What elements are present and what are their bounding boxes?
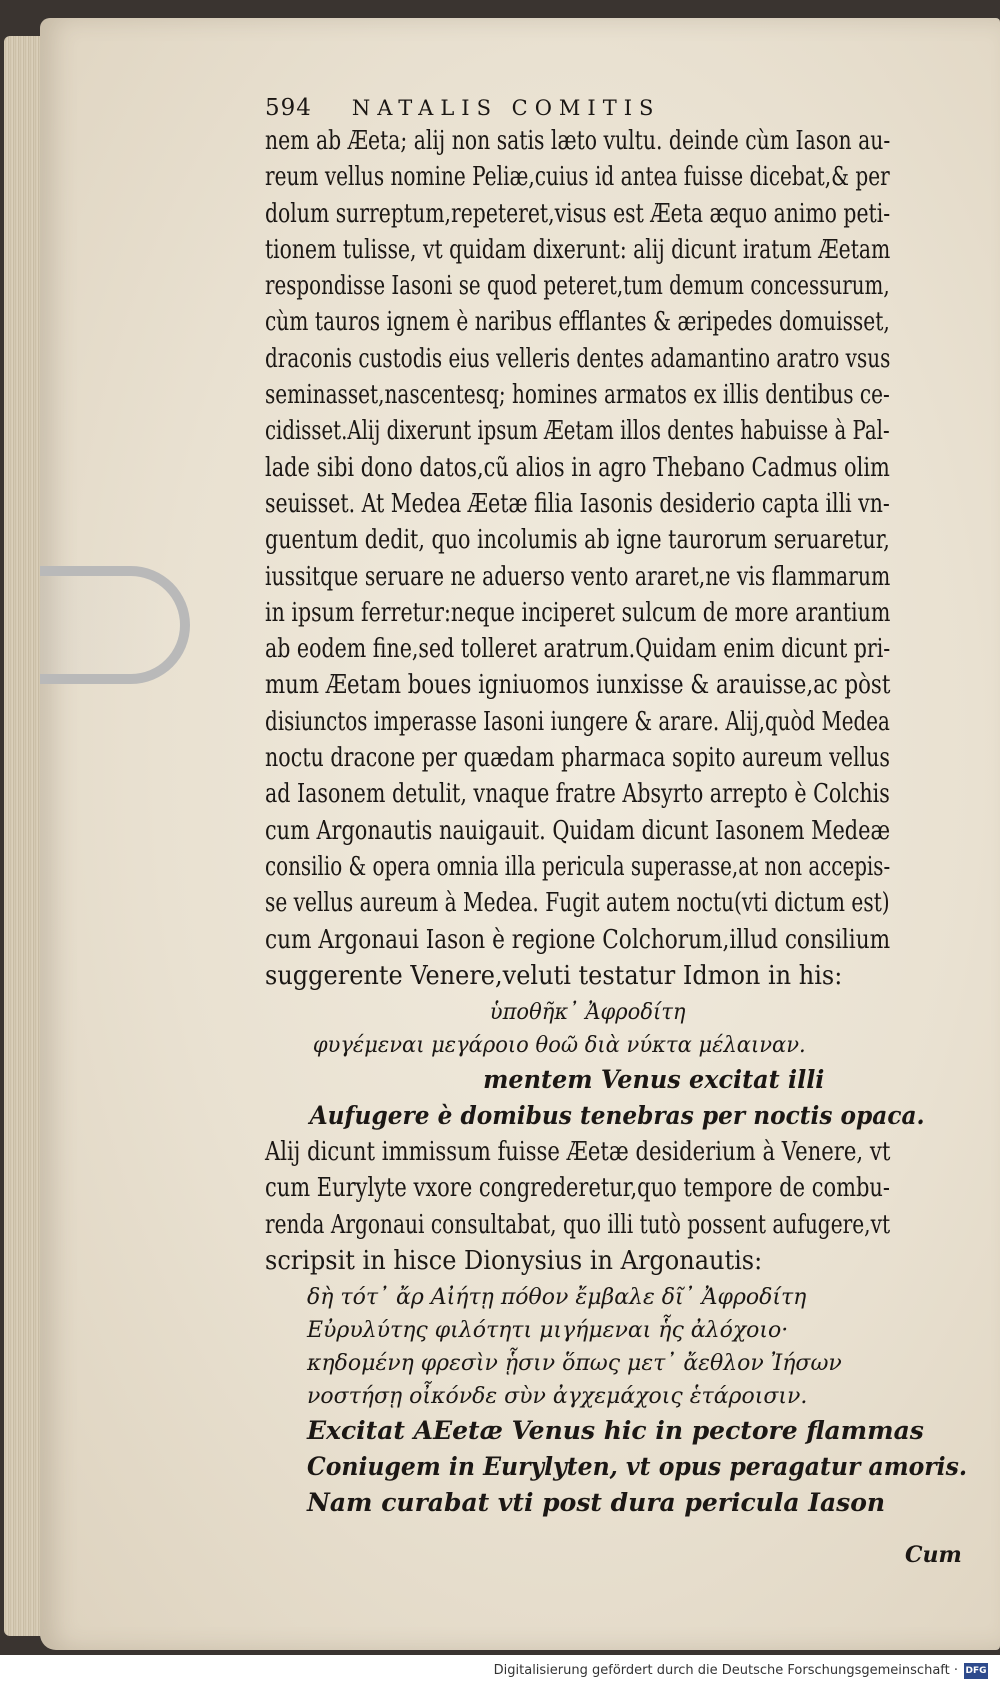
verse-block-2: [265, 1281, 968, 1521]
text-line: ad Iasonem detulit, vnaque fratre Absyrto arrepto è Colchis: [265, 778, 890, 810]
text-line: Alij dicunt immissum fuisse Æetæ desiderium à Venere, vt: [265, 1136, 891, 1168]
greek-verse-line: κηδομένη φρεσὶν ᾗσιν ὅπως μετ᾽ ἄεθλον Ἰήσων: [307, 1351, 842, 1377]
body-paragraph-2: [265, 1134, 955, 1279]
latin-verse-line: Nam curabat vti post dura pericula Iason: [307, 1488, 886, 1518]
running-title: NATALIS COMITIS: [351, 96, 661, 120]
latin-verse-line: Coniugem in Eurylyten, vt opus peragatur amoris.: [307, 1452, 968, 1482]
text-line: tionem tulisse, vt quidam dixerunt: alij dicunt iratum Æetam: [265, 233, 891, 265]
text-line: draconis custodis eius velleris dentes adamantino aratro vsus: [265, 342, 891, 374]
text-line: iussitque seruare ne aduerso vento araret,ne vis flammarum: [265, 560, 891, 592]
text-line: renda Argonaui consultabat, quo illi tutò possent aufugere,vt: [265, 1208, 891, 1240]
text-line: cum Eurylyte vxore congrederetur,quo tempore de combu-: [265, 1172, 890, 1204]
text-line: nem ab Æeta; alij non satis læto vultu. deinde cùm Iason au-: [265, 125, 891, 156]
text-line: cùm tauros ignem è naribus efflantes & æripedes domuisset,: [265, 306, 890, 338]
text-line: seminasset,nascentesq; homines armatos ex illis dentibus ce-: [265, 379, 890, 411]
text-line: mum Æetam boues igniuomos iunxisse & arauisse,ac pòst: [265, 669, 891, 701]
running-header: [265, 95, 955, 121]
page-number: 594: [265, 95, 312, 121]
latin-verse-line: mentem Venus excitat illi: [483, 1065, 825, 1095]
text-line: disiunctos imperasse Iasoni iungere & arare. Alij,quòd Medea: [265, 705, 890, 737]
latin-verse-line: Excitat AEetæ Venus hic in pectore flammas: [307, 1416, 924, 1446]
catchword: Cum: [905, 1542, 962, 1568]
page-clip: [40, 566, 190, 684]
text-line: lade sibi dono datos,cũ alios in agro Thebano Cadmus olim: [265, 451, 890, 483]
text-line: cum Argonautis nauigauit. Quidam dicunt Iasonem Medeæ: [265, 814, 891, 846]
text-block: [265, 95, 968, 1521]
greek-verse-line: Εὐρυλύτης φιλότητι μιγήμεναι ἧς ἀλόχοιο·: [307, 1318, 789, 1344]
text-line: noctu dracone per quædam pharmaca sopito aureum vellus: [265, 742, 891, 774]
digitization-footer: [0, 1655, 1000, 1686]
text-line: ab eodem fine,sed tolleret aratrum.Quidam enim dicunt pri-: [265, 633, 891, 665]
text-line: se vellus aureum à Medea. Fugit autem noctu(vti dictum est): [265, 887, 890, 919]
text-line: scripsit in hisce Dionysius in Argonautis:: [265, 1245, 763, 1277]
text-line: cum Argonaui Iason è regione Colchorum,illud consilium: [265, 923, 891, 955]
text-line: guentum dedit, quo incolumis ab igne taurorum seruaretur,: [265, 524, 890, 556]
greek-verse-line: δὴ τότ᾽ ἄρ Αἰήτῃ πόθον ἔμβαλε δῖ᾽ Ἀφροδίτη: [307, 1285, 807, 1311]
latin-verse-line: Aufugere è domibus tenebras per noctis opaca.: [309, 1101, 925, 1131]
text-line: respondisse Iasoni se quod peteret,tum demum concessurum,: [265, 270, 890, 302]
text-line: in ipsum ferretur:neque inciperet sulcum de more arantium: [265, 596, 891, 628]
footer-credit: Digitalisierung gefördert durch die Deutsche Forschungsgemeinschaft ·: [493, 1663, 958, 1678]
greek-verse-line: φυγέμεναι μεγάροιο θοῶ διὰ νύκτα μέλαιναν.: [312, 1033, 806, 1059]
verse-block-1: [265, 996, 955, 1134]
dfg-logo: DFG: [964, 1663, 988, 1679]
text-line: seuisset. At Medea Æetæ filia Iasonis desiderio capta illi vn-: [265, 487, 890, 519]
text-line: reum vellus nomine Peliæ,cuius id antea fuisse dicebat,& per: [265, 161, 890, 193]
text-line: dolum surreptum,repeteret,visus est Æeta æquo animo peti-: [265, 197, 891, 229]
greek-verse-line: νοστήσῃ οἶκόνδε σὺν ἀγχεμάχοις ἑτάροισιν.: [307, 1384, 808, 1410]
text-line: cidisset.Alij dixerunt ipsum Æetam illos dentes habuisse à Pal-: [265, 415, 890, 447]
body-paragraph-1: [265, 123, 955, 994]
text-line: consilio & opera omnia illa pericula superasse,at non accepis-: [265, 850, 891, 882]
greek-verse-line: ὑποθῆκ᾽ Ἀφροδίτη: [489, 1000, 686, 1026]
text-line: suggerente Venere,veluti testatur Idmon in his:: [265, 959, 843, 991]
